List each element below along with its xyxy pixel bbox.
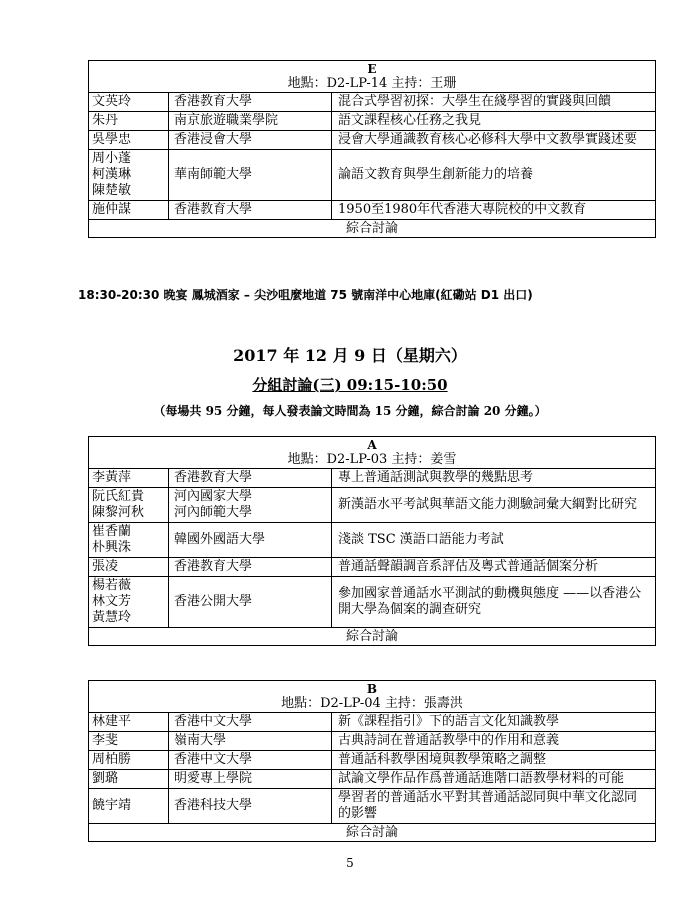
- session-header: [89, 437, 655, 469]
- institution-name: 河內國家大學: [174, 489, 253, 504]
- summary-row: [89, 628, 655, 645]
- session-header: [89, 681, 655, 713]
- presenter-name: 周柏勝: [92, 752, 132, 767]
- table-row: [89, 732, 655, 751]
- paper-title: 新漢語水平考試與華語文能力測驗詞彙大綱對比研究: [338, 497, 638, 512]
- presenter-name: 柯漢琳: [92, 167, 132, 182]
- paper-title: 參加國家普通話水平測試的動機與態度 ——以香港公開大學為個案的調查研究: [338, 586, 642, 617]
- table-row: [89, 93, 655, 112]
- session-venue: 地點：D2-LP-03 主持：姜雪: [287, 452, 457, 467]
- paper-title: 論語文教育與學生創新能力的培養: [338, 167, 534, 182]
- institution-name: 香港中文大學: [174, 714, 253, 729]
- paper-title-cell: [332, 732, 655, 750]
- institution-name: 香港教育大學: [174, 94, 253, 109]
- table-row: [89, 558, 655, 577]
- institution-name: 韓國外國語大學: [174, 532, 266, 547]
- summary-row: [89, 220, 655, 237]
- presenter-names: [89, 150, 169, 200]
- table-row: [89, 577, 655, 628]
- session-letter: E: [367, 62, 377, 76]
- paper-title-cell: [332, 150, 655, 200]
- group-title: 分組討論(三) 09:15-10:50: [252, 376, 448, 394]
- session-letter: B: [366, 682, 378, 696]
- session-table: [88, 436, 656, 646]
- institution-name: 香港公開大學: [174, 594, 253, 609]
- dinner-info: 18:30-20:30 晚宴 鳳城酒家 – 尖沙咀麼地道 75 號南洋中心地庫(紅磡站 D1 出口): [78, 288, 533, 302]
- paper-title: 試論文學作品作爲普通話進階口語教學材料的可能: [338, 771, 625, 786]
- table-row: [89, 523, 655, 558]
- presenter-name: 文英玲: [92, 94, 132, 109]
- institution-name: 香港教育大學: [174, 202, 253, 217]
- paper-title: 普通話聲韻調音系評估及粵式普通話個案分析: [338, 559, 599, 574]
- presenter-name: 饒宇靖: [92, 798, 132, 813]
- presenter-names: [89, 751, 169, 769]
- presenter-name: 李黃萍: [92, 470, 132, 485]
- table-row: [89, 770, 655, 789]
- presenter-names: [89, 201, 169, 219]
- presenter-name: 陳楚敏: [92, 183, 132, 198]
- summary-discussion: 綜合討論: [345, 825, 398, 840]
- presenter-names: [89, 523, 169, 557]
- institution-name: 香港科技大學: [174, 798, 253, 813]
- presenter-names: [89, 770, 169, 788]
- paper-title-cell: [332, 751, 655, 769]
- institution-cell: [169, 201, 332, 219]
- institution-cell: [169, 732, 332, 750]
- presenter-names: [89, 789, 169, 823]
- presenter-name: 林文芳: [92, 594, 132, 609]
- table-row: [89, 201, 655, 220]
- presenter-name: 張凌: [92, 559, 119, 574]
- presenter-name: 吳學忠: [92, 132, 132, 147]
- paper-title: 1950至1980年代香港大專院校的中文教育: [338, 202, 587, 217]
- paper-title: 語文課程核心任務之我見: [338, 113, 482, 128]
- paper-title-cell: [332, 112, 655, 130]
- paper-title-cell: [332, 131, 655, 149]
- institution-name: 明愛專上學院: [174, 771, 253, 786]
- paper-title: 淺談 TSC 漢語口語能力考試: [338, 532, 504, 547]
- presenter-names: [89, 732, 169, 750]
- session-venue: 地點：D2-LP-14 主持：王珊: [287, 76, 457, 91]
- institution-cell: [169, 558, 332, 576]
- presenter-names: [89, 112, 169, 130]
- presenter-name: 朴興洙: [92, 540, 132, 555]
- institution-cell: [169, 488, 332, 522]
- institution-name: 華南師範大學: [174, 167, 253, 182]
- summary-discussion: 綜合討論: [345, 221, 398, 236]
- institution-cell: [169, 751, 332, 769]
- institution-cell: [169, 789, 332, 823]
- presenter-name: 李斐: [92, 733, 119, 748]
- summary-discussion: 綜合討論: [345, 629, 398, 644]
- presenter-names: [89, 131, 169, 149]
- table-row: [89, 713, 655, 732]
- session-table: [88, 60, 656, 238]
- paper-title-cell: [332, 469, 655, 487]
- table-row: [89, 131, 655, 150]
- presenter-name: 周小蓬: [92, 151, 132, 166]
- institution-name: 嶺南大學: [174, 733, 227, 748]
- presenter-name: 劉璐: [92, 771, 119, 786]
- institution-cell: [169, 131, 332, 149]
- presenter-name: 施仲謀: [92, 202, 132, 217]
- presenter-names: [89, 558, 169, 576]
- date-heading: 2017 年 12 月 9 日（星期六）: [233, 346, 467, 365]
- table-row: [89, 751, 655, 770]
- session-table: [88, 680, 656, 842]
- institution-name: 南京旅遊職業學院: [174, 113, 279, 128]
- presenter-names: [89, 488, 169, 522]
- paper-title-cell: [332, 523, 655, 557]
- paper-title: 新《課程指引》下的語言文化知識教學: [338, 714, 560, 729]
- paper-title-cell: [332, 770, 655, 788]
- paper-title: 普通話科教學困境與教學策略之調整: [338, 752, 547, 767]
- page-number: 5: [346, 856, 354, 870]
- paper-title: 專上普通話測試與教學的幾點思考: [338, 470, 534, 485]
- session-venue: 地點：D2-LP-04 主持：張壽洪: [281, 696, 463, 711]
- paper-title-cell: [332, 577, 655, 627]
- presenter-name: 陳黎河秋: [92, 505, 145, 520]
- presenter-name: 林建平: [92, 714, 132, 729]
- paper-title-cell: [332, 201, 655, 219]
- table-row: [89, 488, 655, 523]
- institution-cell: [169, 770, 332, 788]
- session-note: （每場共 95 分鐘，每人發表論文時間為 15 分鐘，綜合討論 20 分鐘。）: [153, 404, 547, 418]
- presenter-names: [89, 577, 169, 627]
- table-row: [89, 150, 655, 201]
- institution-cell: [169, 93, 332, 111]
- paper-title: 古典詩詞在普通話教學中的作用和意義: [338, 733, 560, 748]
- institution-cell: [169, 150, 332, 200]
- session-header: [89, 61, 655, 93]
- paper-title-cell: [332, 558, 655, 576]
- summary-row: [89, 824, 655, 841]
- presenter-name: 崔香蘭: [92, 524, 132, 539]
- institution-name: 香港浸會大學: [174, 132, 253, 147]
- presenter-names: [89, 93, 169, 111]
- table-row: [89, 469, 655, 488]
- session-letter: A: [367, 438, 377, 452]
- institution-cell: [169, 112, 332, 130]
- presenter-name: 朱丹: [92, 113, 119, 128]
- paper-title: 混合式學習初探：大學生在綫學習的實踐與回饋: [338, 94, 612, 109]
- institution-name: 河內師範大學: [174, 505, 253, 520]
- institution-cell: [169, 469, 332, 487]
- presenter-name: 黃慧玲: [92, 610, 132, 625]
- paper-title-cell: [332, 789, 655, 823]
- presenter-name: 楊若薇: [92, 578, 132, 593]
- institution-name: 香港教育大學: [174, 559, 253, 574]
- table-row: [89, 789, 655, 824]
- presenter-names: [89, 713, 169, 731]
- institution-cell: [169, 577, 332, 627]
- presenter-names: [89, 469, 169, 487]
- paper-title-cell: [332, 713, 655, 731]
- paper-title-cell: [332, 488, 655, 522]
- paper-title: 浸會大學通識教育核心必修科大學中文教學實踐述要: [338, 132, 638, 147]
- presenter-name: 阮氏紅貴: [92, 489, 145, 504]
- paper-title: 學習者的普通話水平對其普通話認同與中華文化認同的影響: [338, 790, 638, 821]
- paper-title-cell: [332, 93, 655, 111]
- institution-cell: [169, 523, 332, 557]
- table-row: [89, 112, 655, 131]
- institution-name: 香港中文大學: [174, 752, 253, 767]
- institution-name: 香港教育大學: [174, 470, 253, 485]
- institution-cell: [169, 713, 332, 731]
